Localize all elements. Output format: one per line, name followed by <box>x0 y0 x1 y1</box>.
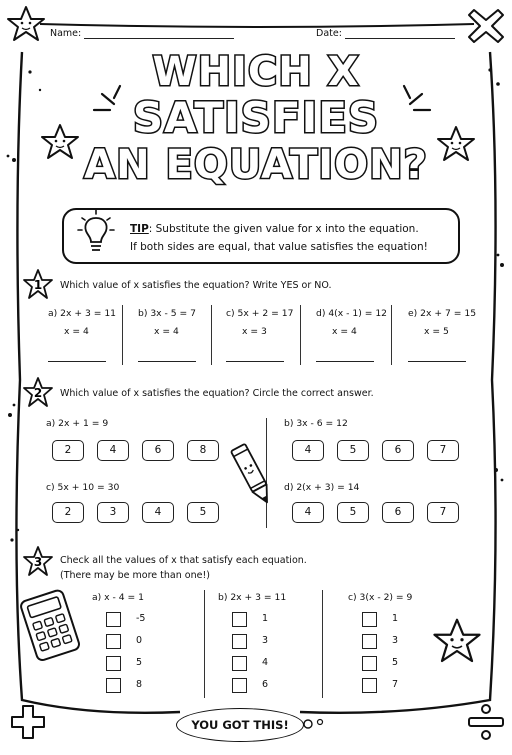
checkbox-value: 8 <box>136 679 143 690</box>
checkbox[interactable] <box>106 612 121 627</box>
answer-option[interactable]: 5 <box>337 440 369 461</box>
equation-label: b) 2x + 3 = 11 <box>218 592 287 603</box>
checkbox-value: 3 <box>392 635 399 646</box>
checkbox[interactable] <box>232 678 247 693</box>
section-3-instruction <box>60 553 307 583</box>
divider <box>322 590 323 698</box>
date-field[interactable] <box>316 28 455 39</box>
x-value-label: x = 4 <box>332 326 357 337</box>
answer-option[interactable]: 6 <box>382 440 414 461</box>
section-3-number: 3 <box>33 555 43 569</box>
answer-option[interactable]: 2 <box>52 502 84 523</box>
equation-label: b) 3x - 5 = 7 <box>138 308 197 319</box>
checkbox-value: 5 <box>392 657 399 668</box>
checkbox[interactable] <box>232 612 247 627</box>
checkbox[interactable] <box>106 634 121 649</box>
answer-option[interactable]: 4 <box>292 440 324 461</box>
divider <box>391 305 392 365</box>
checkbox[interactable] <box>106 656 121 671</box>
title-line-2: SATISFIES <box>132 93 380 142</box>
answer-option[interactable]: 8 <box>187 440 219 461</box>
checkbox[interactable] <box>232 656 247 671</box>
plus-icon <box>8 702 48 742</box>
section-1-number: 1 <box>33 278 43 292</box>
date-label: Date: <box>316 28 342 39</box>
section-3-instruction-line-1: Check all the values of x that satisfy each equation. <box>60 555 307 566</box>
x-value-label: x = 3 <box>242 326 267 337</box>
checkbox-value: 1 <box>262 613 269 624</box>
calculator-icon <box>18 588 84 662</box>
section-2-badge <box>22 376 54 408</box>
checkbox[interactable] <box>106 678 121 693</box>
tip-key: TIP <box>130 223 149 235</box>
answer-option[interactable]: 6 <box>142 440 174 461</box>
checkbox[interactable] <box>362 612 377 627</box>
x-value-label: x = 4 <box>64 326 89 337</box>
tip-line-1: : Substitute the given value for x into the equation. <box>148 223 419 235</box>
title-line-1: WHICH X <box>152 49 360 95</box>
checkbox-value: 0 <box>136 635 143 646</box>
equation-label: a) 2x + 1 = 9 <box>46 418 109 429</box>
tip-line-2: If both sides are equal, that value satisfies the equation! <box>130 241 428 253</box>
checkbox-value: 5 <box>136 657 143 668</box>
section-2-instruction: Which value of x satisfies the equation? Circle the correct answer. <box>60 388 374 399</box>
checkbox-value: 4 <box>262 657 269 668</box>
section-2-number: 2 <box>33 386 43 400</box>
star-icon <box>6 4 46 44</box>
section-1-instruction: Which value of x satisfies the equation? Write YES or NO. <box>60 280 332 291</box>
equation-label: a) x - 4 = 1 <box>92 592 144 603</box>
section-3-badge <box>22 545 54 577</box>
page-title <box>0 50 512 188</box>
answer-option[interactable]: 3 <box>97 502 129 523</box>
answer-blank[interactable] <box>316 361 374 362</box>
answer-blank[interactable] <box>48 361 106 362</box>
checkbox-value: 7 <box>392 679 399 690</box>
thought-bubble-dots <box>300 712 330 732</box>
answer-option[interactable]: 5 <box>337 502 369 523</box>
equation-label: b) 3x - 6 = 12 <box>284 418 348 429</box>
answer-option[interactable]: 5 <box>187 502 219 523</box>
sparkle-lines-left <box>90 82 130 122</box>
answer-option[interactable]: 4 <box>97 440 129 461</box>
equation-label: c) 3(x - 2) = 9 <box>348 592 413 603</box>
equation-label: e) 2x + 7 = 15 <box>408 308 477 319</box>
checkbox[interactable] <box>232 634 247 649</box>
section-3-instruction-line-2: (There may be more than one!) <box>60 570 210 581</box>
equation-label: d) 4(x - 1) = 12 <box>316 308 388 319</box>
checkbox-value: 1 <box>392 613 399 624</box>
section-1-badge <box>22 268 54 300</box>
equation-label: c) 5x + 2 = 17 <box>226 308 294 319</box>
tip-text <box>130 220 428 256</box>
answer-blank[interactable] <box>138 361 196 362</box>
answer-option[interactable]: 4 <box>142 502 174 523</box>
lightbulb-icon <box>76 208 116 256</box>
checkbox-value: -5 <box>136 613 146 624</box>
answer-blank[interactable] <box>226 361 284 362</box>
equation-label: a) 2x + 3 = 11 <box>48 308 117 319</box>
answer-option[interactable]: 2 <box>52 440 84 461</box>
answer-option[interactable]: 7 <box>427 440 459 461</box>
checkbox[interactable] <box>362 634 377 649</box>
divider <box>300 305 301 365</box>
star-icon <box>40 122 80 162</box>
equation-label: c) 5x + 10 = 30 <box>46 482 120 493</box>
name-line <box>84 38 234 39</box>
title-line-3: AN EQUATION? <box>84 142 428 188</box>
divider <box>204 590 205 698</box>
checkbox[interactable] <box>362 678 377 693</box>
star-icon <box>432 616 482 666</box>
star-icon <box>436 124 476 164</box>
answer-blank[interactable] <box>408 361 466 362</box>
sparkle-lines-right <box>394 82 434 122</box>
answer-option[interactable]: 7 <box>427 502 459 523</box>
pencil-icon <box>230 436 274 512</box>
equation-label: d) 2(x + 3) = 14 <box>284 482 360 493</box>
encouragement-bubble: YOU GOT THIS! <box>176 708 304 742</box>
name-label: Name: <box>50 28 82 39</box>
x-value-label: x = 4 <box>154 326 179 337</box>
x-value-label: x = 5 <box>424 326 449 337</box>
divider <box>211 305 212 365</box>
times-icon <box>466 6 506 46</box>
date-line <box>345 38 455 39</box>
name-field[interactable] <box>50 28 234 39</box>
checkbox-value: 6 <box>262 679 269 690</box>
divide-icon <box>464 700 508 744</box>
checkbox-value: 3 <box>262 635 269 646</box>
checkbox[interactable] <box>362 656 377 671</box>
divider <box>122 305 123 365</box>
answer-option[interactable]: 4 <box>292 502 324 523</box>
answer-option[interactable]: 6 <box>382 502 414 523</box>
